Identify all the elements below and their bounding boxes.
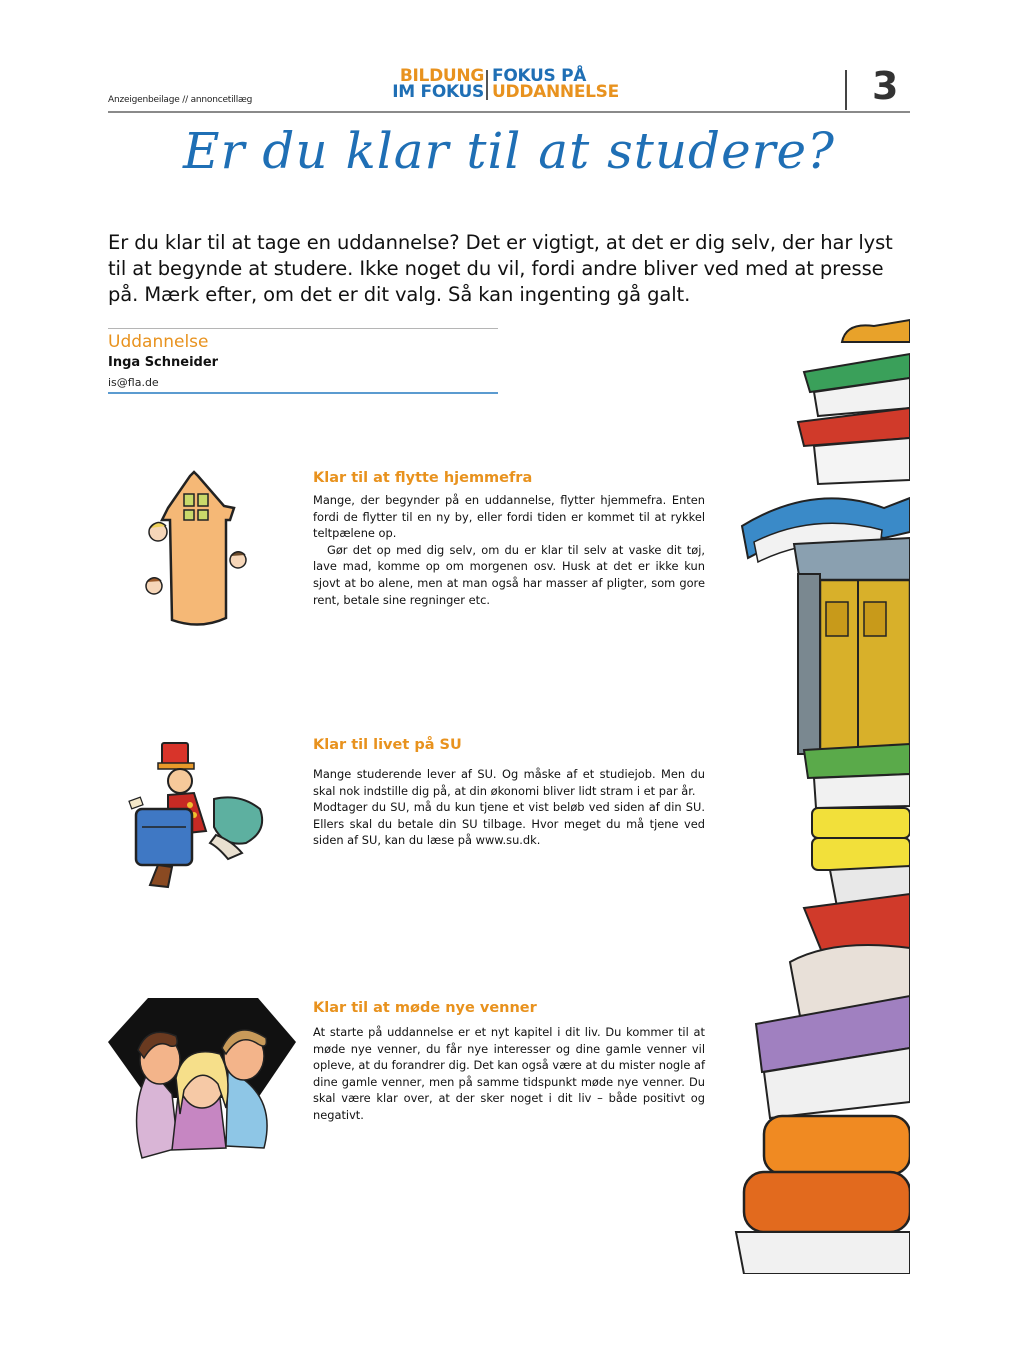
paragraph: Mange studerende lever af SU. Og måske af et studiejob. Men du skal nok indstille dig på, at din økonomi bliver lidt stram i et par år. <box>313 767 705 798</box>
block-heading: Klar til at flytte hjemmefra <box>313 470 533 486</box>
publication-logo <box>380 68 640 104</box>
logo-line2-left: IM FOKUS <box>392 82 484 102</box>
traveler-illustration <box>128 735 276 890</box>
byline-top-rule <box>108 328 498 329</box>
logo-line1-right: FOKUS PÅ <box>492 66 587 86</box>
paragraph: Mange, der begynder på en uddannelse, flytter hjemmefra. Enten fordi de flytter til en ny by, eller fordi tiden er kommet til at rykkel teltpælene op. <box>313 493 705 541</box>
author-name: Inga Schneider <box>108 355 219 370</box>
article-title: Er du klar til at studere? <box>183 122 835 180</box>
byline-bottom-rule <box>108 392 498 394</box>
house-illustration <box>138 468 262 636</box>
article-lead: Er du klar til at tage en uddannelse? Det er vigtigt, at det er dig selv, der har lyst til at begynde at studere. Ikke noget du vil, fordi andre bliver ved med at presse på. Mærk efter, om det er dit valg. Så kan ingenting gå galt. <box>108 231 893 306</box>
logo-line1-left: BILDUNG <box>399 66 484 86</box>
paragraph: At starte på uddannelse er et nyt kapitel i dit liv. Du kommer til at møde nye venner, du får nye interesser og dine gamle venner vil opleve, at du forandrer dig. Det kan også være at du mister nogle af dine gamle venner, men på samme tidspunkt møde nye venner. Du skal være klar over, at der sker noget i dit liv – både positivt og negativt. <box>313 1025 705 1122</box>
header-rule <box>108 111 910 113</box>
page-number-divider <box>845 70 847 110</box>
logo-line2-right: UDDANNELSE <box>492 82 619 102</box>
block-text <box>313 1024 705 1124</box>
logo-divider <box>486 70 488 100</box>
section-label: Uddannelse <box>108 332 209 352</box>
book-stack-illustration <box>734 312 910 1274</box>
paragraph: Gør det op med dig selv, om du er klar til selv at vaske dit tøj, lave mad, komme op om morgenen osv. Husk at det er ikke kun sjovt at bo alene, men at man også har masser af pligter, som gore rent, betale sine regninger etc. <box>313 542 705 607</box>
author-email: is@fla.de <box>108 376 159 389</box>
supplement-label: Anzeigenbeilage // annoncetillæg <box>108 95 253 105</box>
paragraph: Modtager du SU, må du kun tjene et vist beløb ved siden af din SU. Ellers skal du betale din SU tilbage. Hvor meget du må tjene ved siden af SU, kan du læse på www.su.dk. <box>313 800 705 848</box>
block-heading: Klar til livet på SU <box>313 737 462 753</box>
page-number: 3 <box>872 64 899 108</box>
friends-illustration <box>108 998 296 1160</box>
block-text <box>313 766 705 849</box>
block-text <box>313 492 705 608</box>
block-heading: Klar til at møde nye venner <box>313 1000 537 1016</box>
